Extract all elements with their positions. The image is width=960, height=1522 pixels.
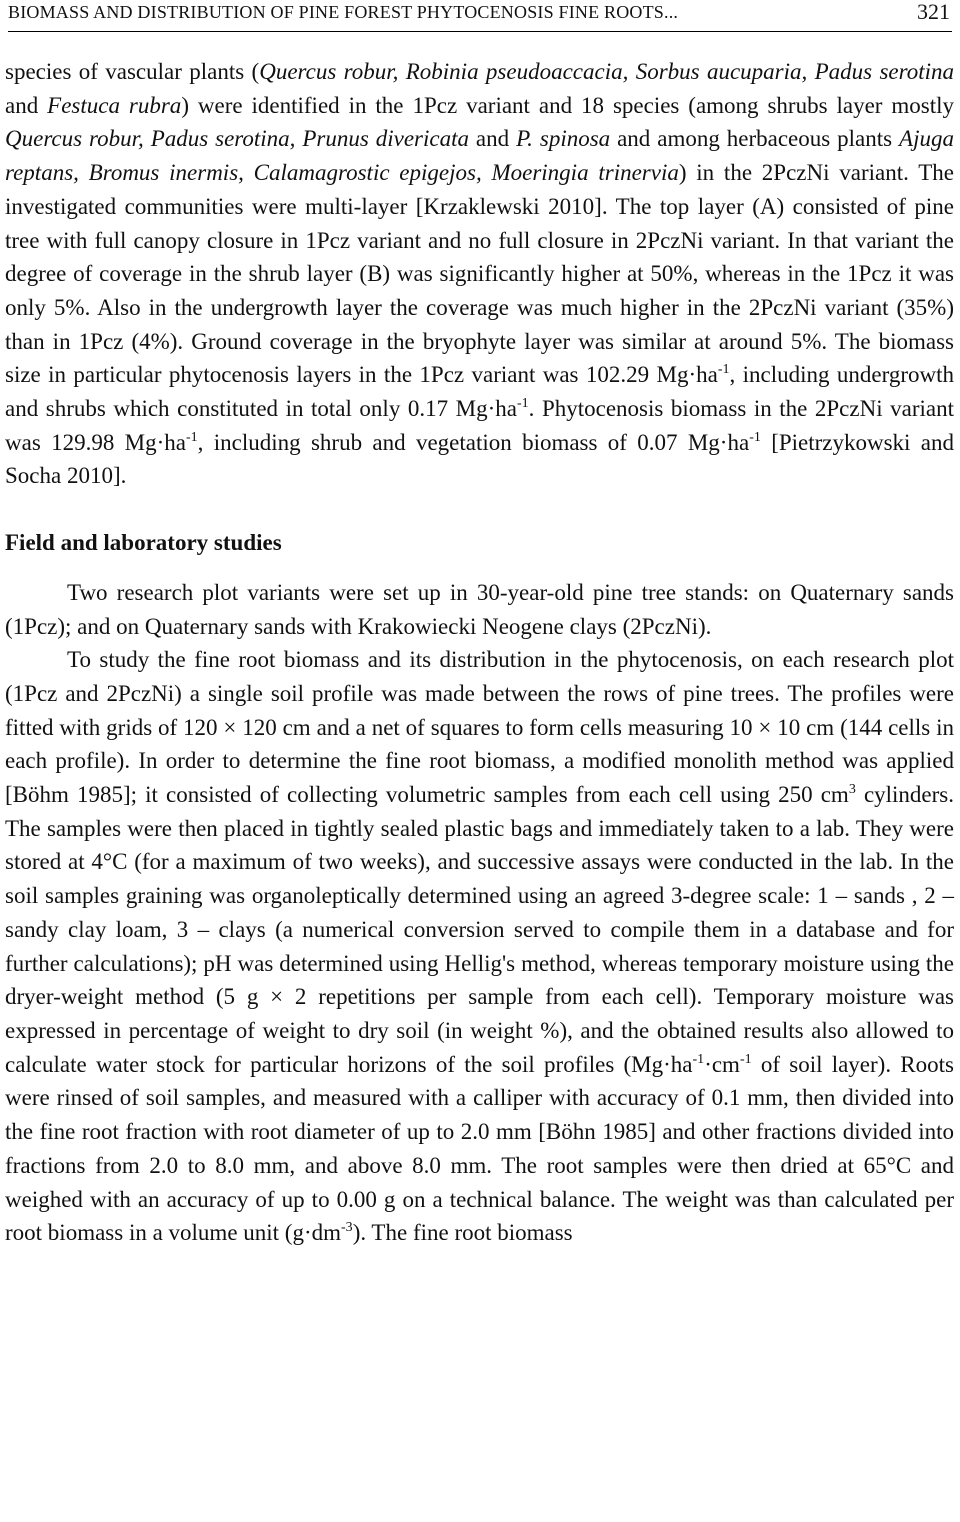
- paragraph-vegetation: species of vascular plants (Quercus robur, Robinia pseudoaccacia, Sorbus aucuparia, Padus serotina and Festuca rubra) were identified in the 1Pcz variant and 18 species (among shrubs layer mostly Quercus robur, Padus serotina, Prunus divericata and P. spinosa and among herbaceous plants Ajuga reptans, Bromus inermis, Calamagrostic epigejos, Moeringia trinervia) in the 2PczNi variant. The investigated communities were multi-layer [Krzaklewski 2010]. The top layer (A) consisted of pine tree with full canopy closure in 1Pcz variant and no full closure in 2PczNi variant. In that variant the degree of coverage in the shrub layer (B) was significantly higher at 50%, whereas in the 1Pcz it was only 5%. Also in the undergrowth layer the coverage was much higher in the 2PczNi variant (35%) than in 1Pcz (4%). Ground coverage in the bryophyte layer was similar at around 5%. The biomass size in particular phytocenosis layers in the 1Pcz variant was 102.29 $Mg\cdot ha^{-1}$, including undergrowth and shrubs which constituted in total only 0.17 $Mg\cdot ha^{-1}$. Phytocenosis biomass in the 2PczNi variant was 129.98 $Mg\cdot ha^{-1}$, including shrub and vegetation biomass of 0.07 $Mg\cdot ha^{-1}$ [Pietrzykowski and Socha 2010].: [5, 59, 954, 489]
- page-body: [5, 55, 954, 1250]
- page-number: 321: [917, 0, 950, 24]
- section-heading: Field and laboratory studies: [5, 530, 282, 556]
- paragraph-plot-variants: Two research plot variants were set up in 30-year-old pine tree stands: on Quaternary sands (1Pcz); and on Quaternary sands with Krakowiecki Neogene clays (2PczNi).: [5, 579, 954, 639]
- running-title: BIOMASS AND DISTRIBUTION OF PINE FOREST PHYTOCENOSIS FINE ROOTS...: [8, 2, 679, 22]
- paragraph-methods: To study the fine root biomass and its distribution in the phytocenosis, on each research plot (1Pcz and 2PczNi) a single soil profile was made between the rows of pine trees. The profiles were fitted with grids of 120 × 120 cm and a net of squares to form cells measuring 10 × 10 cm (144 cells in each profile). In order to determine the fine root biomass, a modified monolith method was applied [Böhm 1985]; it consisted of collecting volumetric samples from each cell using 250 $cm^3$ cylinders. The samples were then placed in tightly sealed plastic bags and immediately taken to a lab. They were stored at 4°C (for a maximum of two weeks), and successive assays were conducted in the lab. In the soil samples graining was organoleptically determined using an agreed 3-degree scale: 1 – sands , 2 – sandy clay loam, 3 – clays (a numerical conversion served to compile them in a database and for further calculations); pH was determined using Hellig's method, whereas temporary moisture using the dryer-weight method (5 g × 2 repetitions per sample from each cell). Temporary moisture was expressed in percentage of weight to dry soil (in weight %), and the obtained results also allowed to calculate water stock for particular horizons of the soil profiles ($Mg\cdot ha^{-1}\cdot cm^{-1}$ of soil layer). Roots were rinsed of soil samples, and measured with a calliper with accuracy of 0.1 mm, then divided into the fine root fraction with root diameter of up to 2.0 mm [Böhn 1985] and other fractions divided into fractions from 2.0 to 8.0 mm, and above 8.0 mm. The root samples were then dried at 65°C and weighed with an accuracy of up to 0.00 g on a technical balance. The weight was than calculated per root biomass in a volume unit $(g\cdot dm^{-3})$. The fine root biomass: [5, 647, 954, 1246]
- running-header: [8, 0, 952, 32]
